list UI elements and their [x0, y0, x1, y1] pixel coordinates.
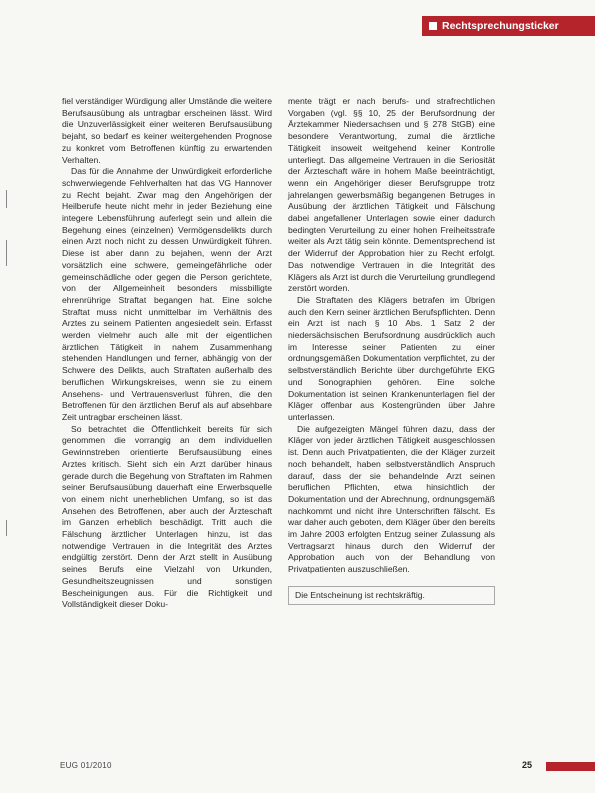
text-column-right	[288, 96, 495, 605]
paragraph: mente trägt er nach berufs- und strafrechtlichen Vorgaben (vgl. §§ 10, 25 der Berufsordnung der Ärztekammer Niedersachsen und § 278 StGB) eine besondere Verantwortung, zumal die ärztliche Tätigkeit insoweit weitgehend keiner Kontrolle unterliegt. Das allgemeine Vertrauen in die Seriosität der Ärzteschaft wäre in hohem Maße beeinträchtigt, wenn ein Angehöriger dieser Berufsgruppe trotz jahrelangen gewerbsmäßig begangenen Betruges in Ausübung der ärztlichen Tätigkeit und Fälschung dabei angefallener Unterlagen sowie einer dadurch bedingten Verurteilung zu einer hohen Freiheitsstrafe weiter als Arzt tätig sein könnte. Dementsprechend ist der Widerruf der Approbation hier zu Recht erfolgt. Das notwendige Vertrauen in die Integrität des Klägers als Arzt ist durch die Verurteilung grundlegend zerstört worden.	[288, 96, 495, 294]
section-ticker-banner	[422, 16, 595, 36]
paragraph: Das für die Annahme der Unwürdigkeit erforderliche schwerwiegende Fehlverhalten hat das VG Hannover zu Recht bejaht. Zwar mag den Angehörigen der Heilberufe heute nicht mehr in jeder Beziehung eine integere Lebensführung auferlegt sein und allein die Begehung eines (einzelnen) Vermögensdelikts durch einen Arzt noch nicht zu dessen Unwürdigkeit führen. Diese ist aber dann zu bejahen, wenn der Arzt vorsätzlich eine schwere, gemeingefährliche oder gemeinschädliche oder gegen die Person gerichtete, von der Allgemeinheit besonders missbilligte ehrenrührige Straftat begangen hat. Eine solche Straftat muss nicht unmittelbar im Verhältnis des Arztes zu seinem Patienten angesiedelt sein. Erfasst werden vielmehr auch alle mit der eigentlichen ärztlichen Tätigkeit in nahem Zusammenhang stehenden Handlungen und ferner, abhängig von der Schwere des Delikts, auch Straftaten außerhalb des beruflichen Wirkungskreises, wenn sie zu einem Ansehens- und Vertrauensverlust führen, die den Betroffenen für den ärztlichen Beruf als auf absehbare Zeit untragbar erscheinen lässt.	[62, 166, 272, 422]
margin-mark	[6, 240, 7, 266]
journal-issue: EUG 01/2010	[60, 761, 112, 770]
text-column-left	[62, 96, 272, 611]
section-label: Rechtsprechungsticker	[442, 20, 559, 32]
footer-accent-bar	[546, 762, 595, 771]
square-icon	[429, 22, 437, 30]
paragraph: Die Straftaten des Klägers betrafen im Übrigen auch den Kern seiner ärztlichen Berufspflichten. Denn ein Arzt ist nach § 10 Abs. 1 Satz 2 der niedersächsischen Berufsordnung ausdrücklich auch im Interesse seiner Patienten zu einer ordnungsgemäßen Dokumentation verpflichtet, zu der selbstverständlich Berichte über durchgeführte EKG und Sonographien gehören. Eine solche Dokumentation ist seinen Krankenunterlagen fiel der Kläger offenbar aus Kostengründen über Jahre unterlassen.	[288, 294, 495, 422]
paragraph: So betrachtet die Öffentlichkeit bereits für sich genommen die vorrangig an dem individuellen Gewinnstreben orientierte Berufsausübung eines Arztes kritisch. Sieht sich ein Arzt darüber hinaus gerade durch die Begehung von Straftaten im Rahmen seiner Berufsausübung dauerhaft eine Erwerbsquelle von einem nicht unerheblichen Umfang, so ist das Ansehen des Betroffenen, aber auch der Ärzteschaft im Ganzen erheblich beschädigt. Tritt auch die Fälschung ärztlicher Unterlagen hinzu, ist das notwendige Vertrauen in die Integrität des Arztes endgültig zerstört. Denn der Arzt stellt in Ausübung seines Berufs eine Vielzahl von Urkunden, Gesundheitszeugnissen und sonstigen Bescheinigungen aus. Für die Richtigkeit und Vollständigkeit dieser Doku-	[62, 423, 272, 610]
finality-note-box: Die Entscheinung ist rechtskräftig.	[288, 586, 495, 605]
margin-mark	[6, 520, 7, 536]
page-number: 25	[522, 760, 533, 770]
paragraph: Die aufgezeigten Mängel führen dazu, dass der Kläger von jeder ärztlichen Tätigkeit ausgeschlossen ist. Denn auch Privatpatienten, die der Kläger zurzeit noch behandelt, haben selbstverständlich Anspruch darauf, dass der sie behandelnde Arzt seinen beruflichen Pflichten, etwa hinsichtlich der Dokumentation und der Abrechnung, ordnungsgemäß nachkommt und nicht ihre Unterschriften fälscht. Es war daher auch geboten, dem Kläger über den bereits im Jahre 2003 erfolgten Entzug seiner Zulassung als Vertragsarzt hinaus durch den Widerruf der Approbation auch von der Behandlung von Privatpatienten auszuschließen.	[288, 423, 495, 575]
paragraph: fiel verständiger Würdigung aller Umstände die weitere Berufsausübung als untragbar erscheinen lässt. Wird die Unzuverlässigkeit einer weiteren Berufsausübung bejaht, so bedarf es keiner weitergehenden Prognose zu konkret vom Betroffenen künftig zu erwartenden Verhalten.	[62, 96, 272, 165]
margin-mark	[6, 190, 7, 208]
